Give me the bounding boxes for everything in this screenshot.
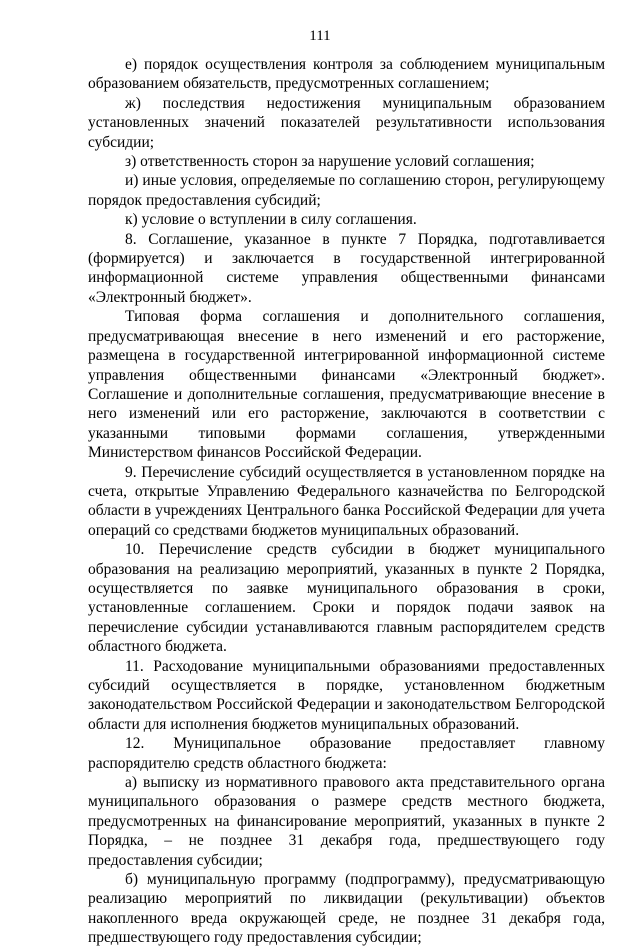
paragraph-9: 9. Перечисление субсидий осуществляется в установленном порядке на счета, открытые Управлению Федерального казначейства по Белгородской области в учреждениях Центрального банка Российской Федерации для учета операций со средствами бюджетов муниципальных образований. (88, 463, 605, 539)
paragraph-zh: ж) последствия недостижения муниципальным образованием установленных значений показателей результативности использования субсидии; (88, 94, 605, 151)
paragraph-10: 10. Перечисление средств субсидии в бюджет муниципального образования на реализацию мероприятий, указанных в пункте 2 Порядка, осуществляется по заявке муниципального образования в сроки, установленные соглашением. Сроки и порядок подачи заявок на перечисление субсидии устанавливаются главным распорядителем средств областного бюджета. (88, 541, 605, 656)
paragraph-k: к) условие о вступлении в силу соглашения. (125, 211, 417, 229)
page-number: 111 (309, 28, 331, 44)
paragraph-8: 8. Соглашение, указанное в пункте 7 Порядка, подготавливается (формируется) и заключается в государственной интегрированной информационной системе управления общественными финансами «Электронный бюджет». (88, 230, 605, 306)
paragraph-12a: а) выписку из нормативного правового акта представительного органа муниципального образования о размере средств местного бюджета, предусмотренных на финансирование мероприятий, указанных в пункте 2 Порядка, – не позднее 31 декабря года, предшествующего году предоставления субсидии; (88, 774, 605, 869)
paragraph-12b: б) муниципальную программу (подпрограмму), предусматривающую реализацию мероприятий по ликвидации (рекультивации) объектов накопленного вреда окружающей среде, не позднее 31 декабря года, предшествующего году предоставления субсидии; (88, 871, 605, 947)
document-body (88, 55, 605, 948)
paragraph-12: 12. Муниципальное образование предоставляет главному распорядителю средств областного бюджета: (88, 735, 605, 772)
paragraph-typical-form: Типовая форма соглашения и дополнительного соглашения, предусматривающая внесение в него изменений и его расторжение, размещена в государственной интегрированной информационной системе управления общественными финансами «Электронный бюджет». Соглашение и дополнительные соглашения, предусматривающие внесение в него изменений или его расторжение, заключаются в соответствии с указанными типовыми формами соглашения, утвержденными Министерством финансов Российской Федерации. (88, 308, 605, 462)
paragraph-i: и) иные условия, определяемые по соглашению сторон, регулирующему порядок предоставления субсидий; (88, 172, 605, 209)
paragraph-e: е) порядок осуществления контроля за соблюдением муниципальным образованием обязательств, предусмотренных соглашением; (88, 56, 605, 93)
paragraph-z: з) ответственность сторон за нарушение условий соглашения; (125, 153, 535, 171)
paragraph-11: 11. Расходование муниципальными образованиями предоставленных субсидий осуществляется в порядке, установленном бюджетным законодательством Российской Федерации и законодательством Белгородской области для исполнения бюджетов муниципальных образований. (88, 657, 605, 733)
